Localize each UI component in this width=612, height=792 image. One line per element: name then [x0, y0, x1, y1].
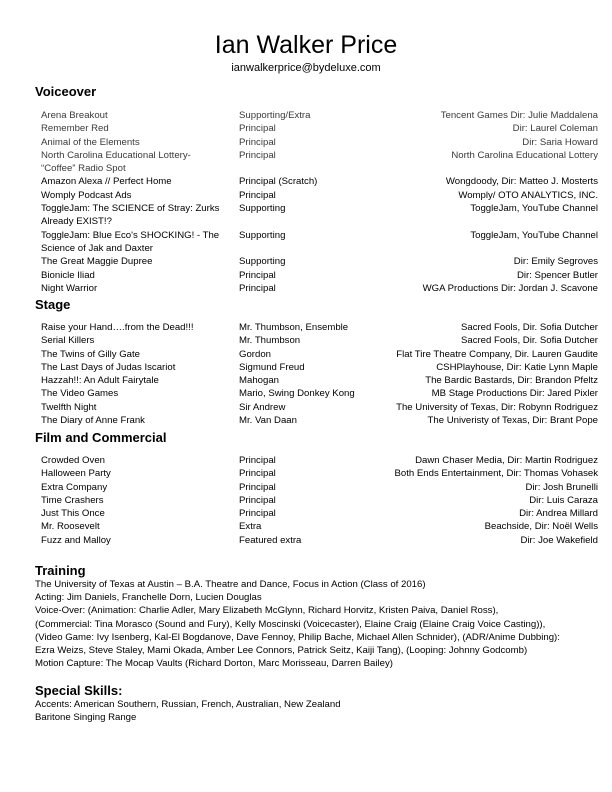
credit-title — [41, 454, 239, 467]
credit-title-line: Animal of the Elements — [41, 136, 140, 148]
credit-role: Mahogan — [239, 375, 280, 387]
credit-company: Dir: Joe Wakefield — [520, 534, 598, 546]
credit-title — [41, 401, 239, 414]
training-line: Acting: Jim Daniels, Franchelle Dorn, Lucien Douglas — [35, 592, 262, 604]
skills-text — [35, 698, 605, 724]
credit-row — [41, 414, 598, 427]
credit-row — [41, 348, 598, 361]
section-title-voiceover: Voiceover — [35, 84, 97, 99]
credit-company: Flat Tire Theatre Company, Dir. Lauren Gaudite — [396, 348, 598, 360]
credit-role: Supporting — [239, 203, 286, 215]
credit-row — [41, 136, 598, 149]
credit-role: Principal — [239, 123, 276, 135]
credit-row — [41, 202, 598, 229]
credit-row — [41, 229, 598, 256]
credit-title-line: The Great Maggie Dupree — [41, 256, 153, 268]
contact-email: ianwalkerprice@bydeluxe.com — [231, 62, 381, 74]
credit-row — [41, 109, 598, 122]
credit-company: Dir: Luis Caraza — [529, 494, 598, 506]
credit-company: Dir: Spencer Butler — [516, 269, 598, 281]
credit-title — [41, 321, 239, 334]
credit-company: Womply/ OTO ANALYTICS, INC. — [458, 189, 598, 201]
credit-title — [41, 361, 239, 374]
training-line: Voice-Over: (Animation: Charlie Adler, Mary Elizabeth McGlynn, Richard Horvitz, Kristen Paiva, Daniel Ross), — [35, 605, 499, 617]
credit-company: Beachside, Dir: Noël Wells — [484, 521, 598, 533]
credit-row — [41, 361, 598, 374]
actor-name: Ian Walker Price — [214, 31, 398, 59]
credit-title — [41, 534, 239, 547]
credit-role: Supporting — [239, 256, 286, 268]
credit-title — [41, 334, 239, 347]
credit-role: Supporting/Extra — [239, 110, 311, 121]
credit-role: Principal — [239, 149, 276, 161]
credit-title-line: Womply Podcast Ads — [41, 189, 132, 201]
credit-role: Principal — [239, 468, 276, 480]
credit-title-line: Bionicle Iliad — [41, 269, 95, 281]
credit-role: Supporting — [239, 229, 286, 241]
credit-title-line: Already EXIST!? — [41, 216, 112, 228]
credit-company: Tencent Games Dir: Julie Maddalena — [440, 110, 598, 121]
credit-role: Principal — [239, 282, 276, 294]
section-title-training: Training — [35, 563, 86, 578]
credit-row — [41, 149, 598, 176]
credit-title-line: Arena Breakout — [41, 110, 108, 121]
film-credits — [41, 454, 598, 547]
credit-row — [41, 520, 598, 533]
credit-title-line: The Twins of Gilly Gate — [41, 348, 140, 360]
credit-row — [41, 534, 598, 547]
credit-company: WGA Productions Dir: Jordan J. Scavone — [422, 282, 598, 294]
credit-role: Mario, Swing Donkey Kong — [239, 388, 355, 400]
credit-row — [41, 122, 598, 135]
credit-title-line: Crowded Oven — [41, 455, 105, 466]
credit-company: Sacred Fools, Dir. Sofia Dutcher — [460, 335, 598, 347]
stage-credits — [41, 321, 598, 427]
credit-row — [41, 374, 598, 387]
credit-company: MB Stage Productions Dir: Jared Pixler — [431, 388, 598, 400]
credit-title-line: The Last Days of Judas Iscariot — [41, 361, 176, 373]
credit-title — [41, 374, 239, 387]
credit-title — [41, 507, 239, 520]
credit-title — [41, 109, 239, 122]
credit-title — [41, 229, 239, 256]
credit-row — [41, 321, 598, 334]
credit-title-line: ToggleJam: Blue Eco's SHOCKING! - The — [41, 229, 220, 241]
credit-title — [41, 149, 239, 176]
credit-title — [41, 269, 239, 282]
credit-row — [41, 334, 598, 347]
credit-row — [41, 175, 598, 188]
credit-role: Principal — [239, 189, 276, 201]
skills-line: Baritone Singing Range — [35, 712, 137, 724]
credit-title-line: Remember Red — [41, 123, 109, 135]
credit-company: Dir: Laurel Coleman — [512, 123, 598, 135]
voiceover-credits — [41, 109, 598, 295]
training-text — [35, 578, 605, 670]
credit-title — [41, 122, 239, 135]
credit-company: Dir: Saria Howard — [522, 136, 598, 148]
credit-role: Sigmund Freud — [239, 361, 305, 373]
credit-title — [41, 282, 239, 295]
credit-title-line: Night Warrior — [41, 282, 98, 294]
credit-role: Principal — [239, 136, 276, 148]
credit-company: ToggleJam, YouTube Channel — [470, 203, 598, 215]
credit-title-line: Science of Jak and Daxter — [41, 242, 153, 254]
credit-role: Mr. Thumbson — [239, 335, 301, 347]
credit-role: Mr. Van Daan — [239, 415, 297, 427]
credit-company: ToggleJam, YouTube Channel — [470, 229, 598, 241]
credit-role: Extra — [239, 521, 262, 533]
credit-title-line: ToggleJam: The SCIENCE of Stray: Zurks — [41, 203, 220, 215]
credit-title — [41, 348, 239, 361]
credit-company: The Univeristy of Texas, Dir: Brant Pope — [427, 415, 598, 427]
credit-company: Dir: Emily Segroves — [513, 256, 598, 268]
credit-row — [41, 255, 598, 268]
credit-title-line: “Coffee” Radio Spot — [41, 163, 126, 175]
credit-row — [41, 507, 598, 520]
training-line: The University of Texas at Austin – B.A. Theatre and Dance, Focus in Action (Class of 2016) — [35, 579, 426, 590]
credit-role: Gordon — [239, 348, 271, 360]
training-line: (Video Game: Ivy Isenberg, Kal-El Bogdanove, Dave Fennoy, Philip Bache, Michael Allen Schnider), (ADR/Anime Dubbing): — [35, 631, 560, 643]
credit-title — [41, 467, 239, 480]
credit-title-line: Just This Once — [41, 508, 105, 520]
section-title-stage: Stage — [35, 297, 71, 312]
credit-title — [41, 414, 239, 427]
credit-title-line: Fuzz and Malloy — [41, 534, 111, 546]
credit-company: Both Ends Entertainment, Dir: Thomas Vohasek — [394, 468, 598, 480]
credit-company: CSHPlayhouse, Dir: Katie Lynn Maple — [436, 361, 598, 373]
credit-row — [41, 387, 598, 400]
credit-role: Sir Andrew — [239, 401, 286, 413]
credit-role: Featured extra — [239, 534, 302, 546]
credit-title — [41, 202, 239, 229]
credit-company: Wongdoody, Dir: Matteo J. Mosterts — [445, 176, 598, 188]
credit-title — [41, 255, 239, 268]
credit-company: North Carolina Educational Lottery — [451, 149, 598, 161]
credit-role: Principal — [239, 494, 276, 506]
credit-title-line: Amazon Alexa // Perfect Home — [41, 176, 172, 188]
section-title-film: Film and Commercial — [35, 430, 167, 445]
credit-row — [41, 454, 598, 467]
credit-company: Dawn Chaser Media, Dir: Martin Rodriguez — [415, 455, 598, 466]
credit-company: Dir: Andrea Millard — [519, 508, 598, 520]
credit-title-line: Extra Company — [41, 481, 108, 493]
training-line: Motion Capture: The Mocap Vaults (Richard Dorton, Marc Morisseau, Darren Bailey) — [35, 658, 393, 670]
credit-row — [41, 401, 598, 414]
credit-row — [41, 282, 598, 295]
section-title-skills: Special Skills: — [35, 683, 123, 698]
credit-title — [41, 136, 239, 149]
credit-title — [41, 520, 239, 533]
credit-company: Sacred Fools, Dir. Sofia Dutcher — [460, 322, 598, 333]
training-line: (Commercial: Tina Morasco (Sound and Fury), Kelly Moscinski (Voicecaster), Elaine Craig (Elaine Craig Voice Casting)), — [35, 618, 546, 630]
credit-role: Principal — [239, 269, 276, 281]
skills-line: Accents: American Southern, Russian, French, Australian, New Zealand — [35, 699, 341, 710]
credit-title-line: Halloween Party — [41, 468, 111, 480]
credit-role: Principal (Scratch) — [239, 176, 318, 188]
credit-row — [41, 189, 598, 202]
credit-title — [41, 189, 239, 202]
credit-title-line: Serial Killers — [41, 335, 95, 347]
credit-row — [41, 481, 598, 494]
credit-title-line: North Carolina Educational Lottery- — [41, 149, 191, 161]
credit-row — [41, 269, 598, 282]
credit-title-line: Raise your Hand….from the Dead!!! — [41, 322, 194, 333]
credit-title-line: The Diary of Anne Frank — [41, 415, 145, 427]
credit-title — [41, 387, 239, 400]
credit-title-line: The Video Games — [41, 388, 119, 400]
credit-title — [41, 494, 239, 507]
credit-row — [41, 467, 598, 480]
credit-company: The Bardic Bastards, Dir: Brandon Pfeltz — [425, 375, 598, 387]
credit-title-line: Twelfth Night — [41, 401, 97, 413]
credit-title-line: Mr. Roosevelt — [41, 521, 100, 533]
credit-role: Principal — [239, 508, 276, 520]
training-line: Ezra Weizs, Steve Staley, Mami Okada, Amber Lee Connors, Patrick Seitz, Kaiji Tang), (Looping: Johnny Godcomb) — [35, 645, 528, 657]
credit-role: Principal — [239, 455, 276, 466]
credit-company: Dir: Josh Brunelli — [525, 481, 598, 493]
credit-title-line: Hazzah!!: An Adult Fairytale — [41, 375, 159, 387]
credit-role: Principal — [239, 481, 276, 493]
credit-title-line: Time Crashers — [41, 494, 104, 506]
credit-company: The University of Texas, Dir: Robynn Rodriguez — [396, 401, 598, 413]
credit-role: Mr. Thumbson, Ensemble — [239, 322, 349, 333]
credit-title — [41, 175, 239, 188]
credit-row — [41, 494, 598, 507]
credit-title — [41, 481, 239, 494]
